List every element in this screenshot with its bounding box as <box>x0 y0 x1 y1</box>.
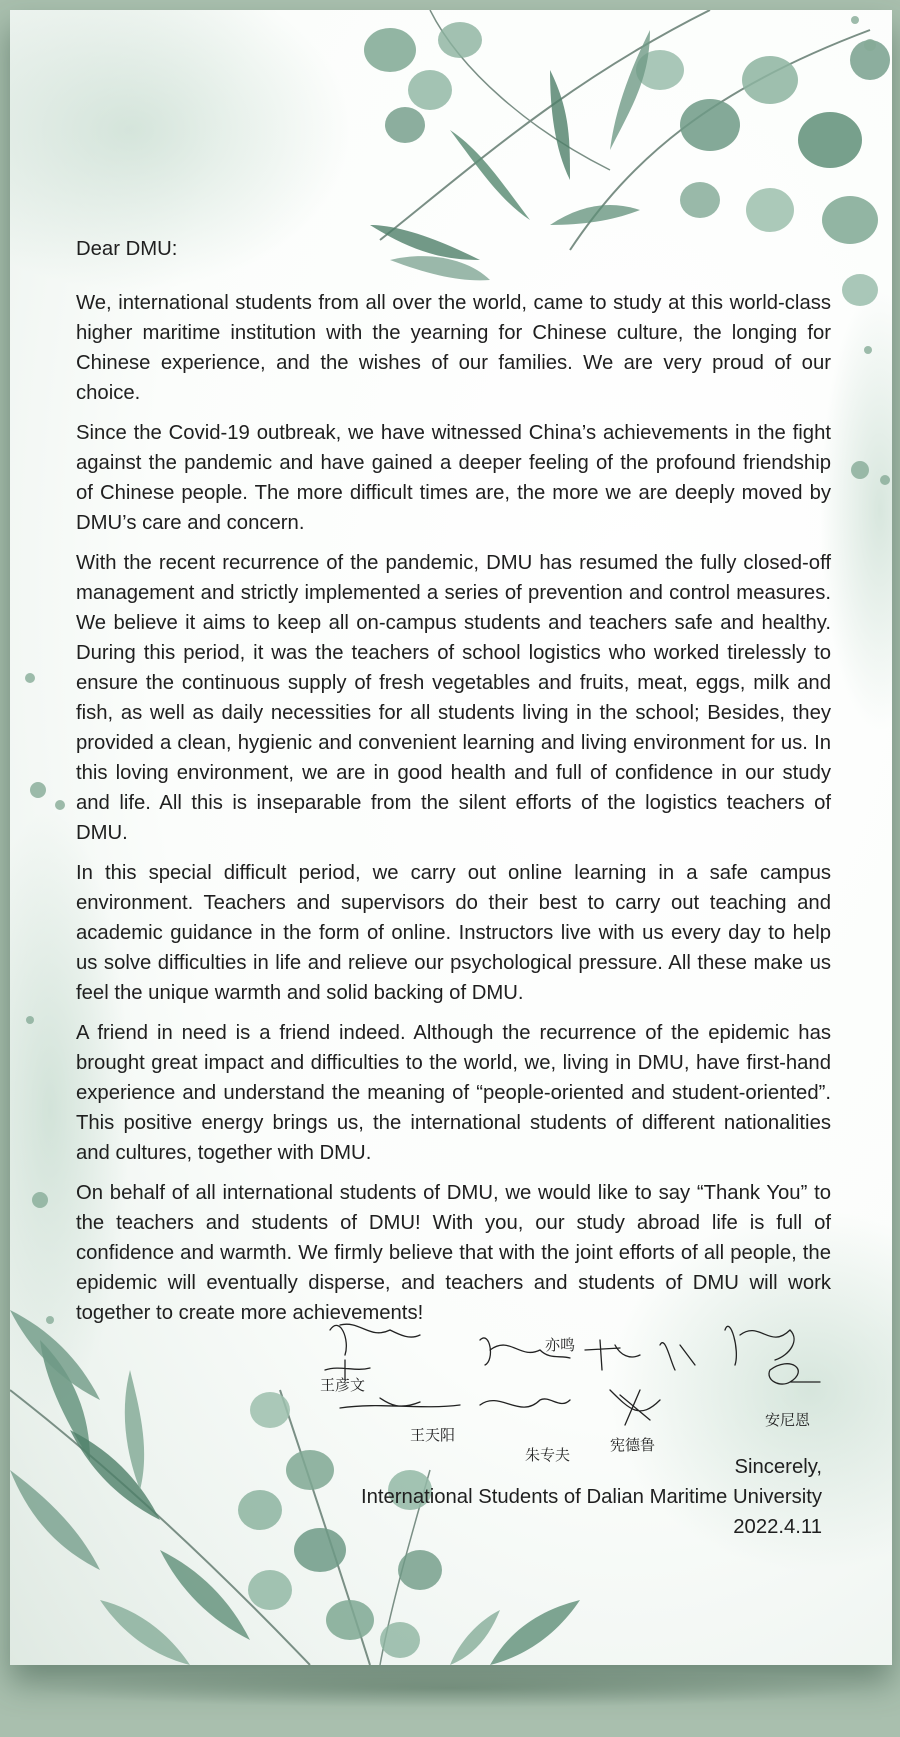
closing-salutation: Sincerely, <box>734 1456 822 1478</box>
letter-date: 2022.4.11 <box>733 1516 822 1538</box>
paragraph: We, international students from all over the world, came to study at this world-class higher maritime institution with the yearning for Chinese culture, the longing for Chinese experience, and the wishes of our families. We are very proud of our choice. <box>76 292 831 404</box>
signature-9 <box>769 1364 820 1384</box>
signature-7 <box>480 1399 570 1407</box>
paper-shadow <box>30 1668 870 1708</box>
closing-block <box>361 1452 822 1542</box>
paragraph: In this special difficult period, we carry out online learning in a safe campus environment. Teachers and supervisors do their best to carry out teaching and academic guidance in the form of online. Instructors live with us every day to help us solve difficulties in life and relieve our psychological pressure. All these make us feel the unique warmth and solid backing of DMU. <box>76 862 831 1004</box>
signature-1 <box>330 1324 420 1355</box>
paragraph: On behalf of all international students of DMU, we would like to say “Thank You” to the teachers and students of DMU! With you, our study abroad life is full of confidence and warmth. We firmly believe that with the joint efforts of all people, the epidemic will eventually disperse, and teachers and students of DMU will work together to create more achievements! <box>76 1182 831 1324</box>
signature-5 <box>725 1326 794 1365</box>
letter-body <box>76 234 831 1338</box>
signature-name: 王彦文 <box>320 1376 366 1394</box>
greeting: Dear DMU: <box>76 238 178 260</box>
signature-3 <box>585 1340 640 1370</box>
signatory: International Students of Dalian Maritime University <box>360 1486 822 1508</box>
paragraph: With the recent recurrence of the pandemic, DMU has resumed the fully closed-off management and strictly implemented a series of prevention and control measures. We believe it aims to keep all on-campus students and teachers safe and healthy. During this period, it was the teachers of school logistics who worked tirelessly to ensure the continuous supply of fresh vegetables and fruits, meat, eggs, milk and fish, as well as daily necessities for all students living in the school; Besides, they provided a clean, hygienic and convenient learning and living environment for us. In this loving environment, we are in good health and full of confidence in our study and life. All this is inseparable from the silent efforts of the logistics teachers of DMU. <box>76 552 831 844</box>
paragraph: A friend in need is a friend indeed. Although the recurrence of the epidemic has brought great impact and difficulties to the world, we, living in DMU, have first-hand experience and understand the meaning of “people-oriented and student-oriented”. This positive energy brings us, the international students of different nationalities and cultures, together with DMU. <box>76 1022 831 1164</box>
paragraph: Since the Covid-19 outbreak, we have witnessed China’s achievements in the fight against the pandemic and have gained a deeper feeling of the profound friendship of Chinese people. The more difficult times are, the more we are deeply moved by DMU’s care and concern. <box>76 422 831 534</box>
signature-name: 朱专夫 <box>525 1446 571 1464</box>
signature-4 <box>660 1343 695 1370</box>
signature-6 <box>340 1398 460 1408</box>
signature-name: 宪德鲁 <box>610 1436 656 1454</box>
letter-paper <box>10 10 892 1665</box>
signature-name: 安尼恩 <box>765 1411 811 1429</box>
signature-name: 王天阳 <box>410 1426 456 1444</box>
signature-8 <box>610 1390 660 1425</box>
signature-name: 亦鸣 <box>545 1336 576 1354</box>
